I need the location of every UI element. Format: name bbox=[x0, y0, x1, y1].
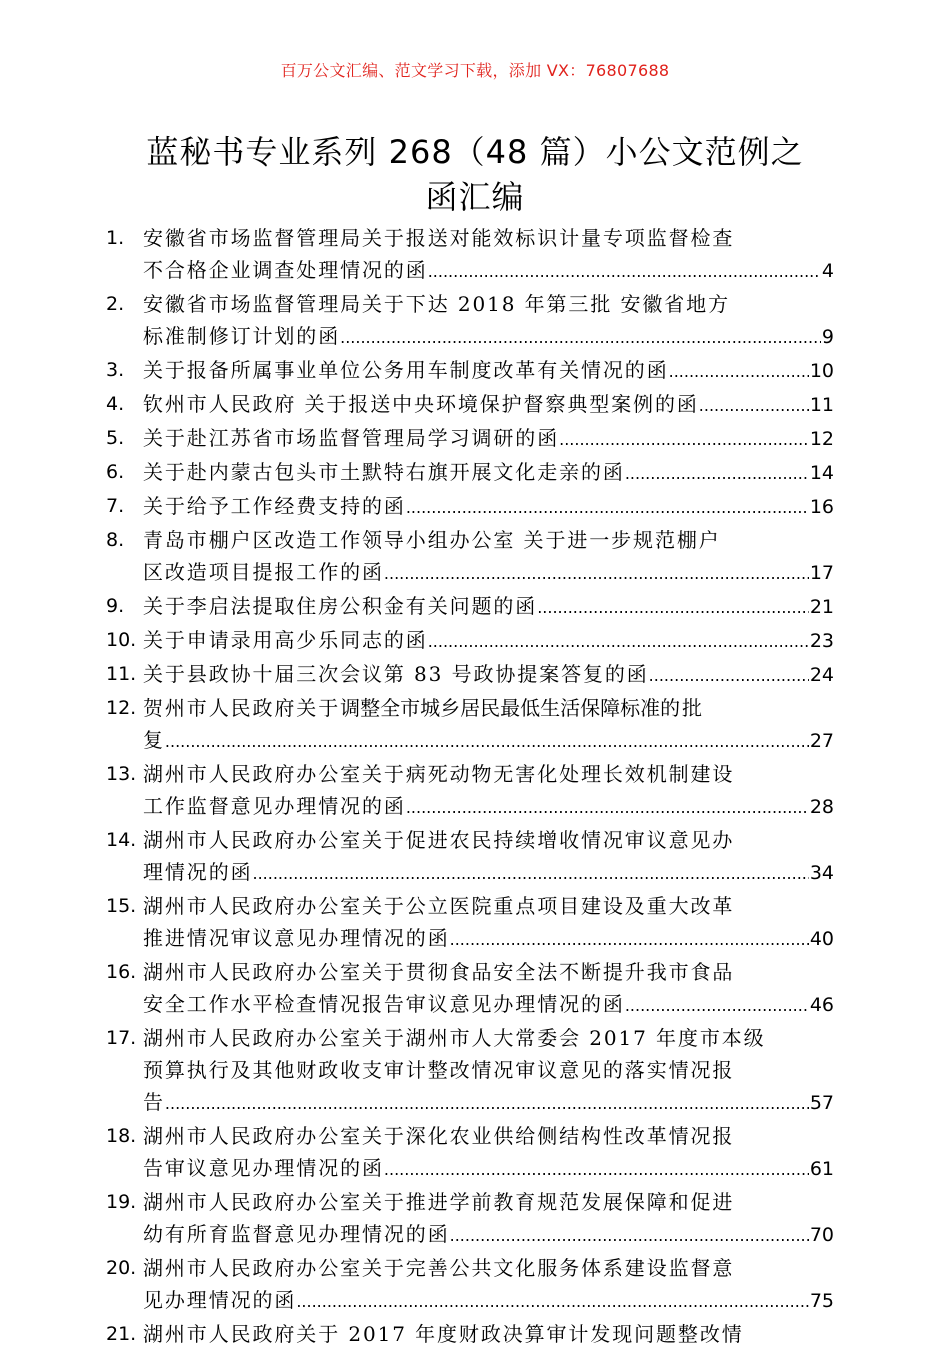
toc-entry-body bbox=[143, 1318, 834, 1350]
toc-entry[interactable] bbox=[106, 1318, 834, 1350]
toc-entry-number: 6. bbox=[106, 461, 125, 483]
toc-dot-leader bbox=[669, 356, 809, 388]
toc-entry-line-suffix: 的批 bbox=[660, 696, 704, 720]
toc-page-number: 10 bbox=[809, 360, 834, 382]
toc-entry-title-end: 幼有所育监督意见办理情况的函 bbox=[143, 1222, 450, 1246]
toc-entry-line: 湖州市人民政府办公室关于完善公共文化服务体系建设监督意 bbox=[143, 1256, 735, 1280]
toc-entry-final-line bbox=[143, 388, 834, 422]
toc-entry-body bbox=[143, 456, 834, 490]
toc-entry-final-line bbox=[143, 1284, 834, 1318]
toc-entry[interactable] bbox=[106, 388, 834, 422]
toc-entry-title-end: 告审议意见办理情况的函 bbox=[143, 1156, 384, 1180]
toc-entry-title-end: 工作监督意见办理情况的函 bbox=[143, 794, 406, 818]
toc-dot-leader bbox=[384, 1154, 809, 1186]
toc-entry[interactable] bbox=[106, 1186, 834, 1252]
toc-page-number: 9 bbox=[821, 326, 834, 348]
toc-entry-number: 15. bbox=[106, 895, 137, 917]
toc-entry-final-line bbox=[143, 1152, 834, 1186]
toc-entry[interactable] bbox=[106, 624, 834, 658]
toc-dot-leader bbox=[253, 858, 809, 890]
toc-entry[interactable] bbox=[106, 456, 834, 490]
toc-entry-final-line bbox=[143, 456, 834, 490]
toc-entry-line: 湖州市人民政府办公室关于促进农民持续增收情况审议意见办 bbox=[143, 828, 735, 852]
toc-entry-title-end: 钦州市人民政府 关于报送中央环境保护督察典型案例的函 bbox=[143, 392, 699, 416]
toc-page-number: 17 bbox=[809, 562, 834, 584]
toc-page-number: 57 bbox=[809, 1092, 834, 1114]
toc-dot-leader bbox=[384, 558, 809, 590]
toc-entry-number: 19. bbox=[106, 1191, 137, 1213]
toc-entry[interactable] bbox=[106, 758, 834, 824]
toc-entry-body bbox=[143, 758, 834, 824]
toc-entry-body bbox=[143, 388, 834, 422]
toc-dot-leader bbox=[406, 492, 809, 524]
toc-entry-title-end: 告 bbox=[143, 1090, 165, 1114]
toc-entry[interactable] bbox=[106, 692, 834, 758]
toc-entry-final-line bbox=[143, 590, 834, 624]
toc-dot-leader bbox=[450, 1220, 809, 1252]
toc-page-number: 75 bbox=[809, 1290, 834, 1312]
toc-entry-line: 湖州市人民政府办公室关于公立医院重点项目建设及重大改革 bbox=[143, 894, 735, 918]
toc-entry-body bbox=[143, 890, 834, 956]
toc-entry-number: 10. bbox=[106, 629, 137, 651]
toc-entry-line-emphasis: 调整全市城乡居民最低生活保障标准 bbox=[340, 696, 661, 720]
toc-entry-final-line bbox=[143, 1218, 834, 1252]
toc-entry-final-line bbox=[143, 988, 834, 1022]
toc-entry-final-line bbox=[143, 790, 834, 824]
toc-dot-leader bbox=[296, 1286, 809, 1318]
toc-entry-title-end: 见办理情况的函 bbox=[143, 1288, 297, 1312]
toc-entry-line: 湖州市人民政府办公室关于病死动物无害化处理长效机制建设 bbox=[143, 762, 735, 786]
toc-entry-line-prefix: 贺州市人民政府关于 bbox=[143, 696, 341, 720]
toc-entry-body bbox=[143, 624, 834, 658]
toc-dot-leader bbox=[450, 924, 809, 956]
toc-entry[interactable] bbox=[106, 658, 834, 692]
toc-entry[interactable] bbox=[106, 1022, 834, 1120]
toc-dot-leader bbox=[559, 424, 809, 456]
toc-entry-title-end: 推进情况审议意见办理情况的函 bbox=[143, 926, 450, 950]
toc-entry-title-end: 复 bbox=[143, 728, 165, 752]
toc-entry-number: 16. bbox=[106, 961, 137, 983]
toc-entry[interactable] bbox=[106, 490, 834, 524]
toc-entry-line: 安徽省市场监督管理局关于报送对能效标识计量专项监督检查 bbox=[143, 226, 735, 250]
toc-entry-title-end: 关于报备所属事业单位公务用车制度改革有关情况的函 bbox=[143, 358, 669, 382]
toc-entry-title-end: 关于李启法提取住房公积金有关问题的函 bbox=[143, 594, 538, 618]
toc-page-number: 40 bbox=[809, 928, 834, 950]
toc-entry-body bbox=[143, 288, 834, 354]
toc-entry-number: 14. bbox=[106, 829, 137, 851]
toc-entry[interactable] bbox=[106, 222, 834, 288]
toc-entry-line: 青岛市棚户区改造工作领导小组办公室 关于进一步规范棚户 bbox=[143, 528, 721, 552]
toc-entry-number: 1. bbox=[106, 227, 125, 249]
toc-entry-title-end: 不合格企业调查处理情况的函 bbox=[143, 258, 428, 282]
toc-entry-number: 8. bbox=[106, 529, 125, 551]
toc-entry-body bbox=[143, 590, 834, 624]
toc-entry-final-line bbox=[143, 724, 834, 758]
toc-entry[interactable] bbox=[106, 1252, 834, 1318]
toc-page-number: 61 bbox=[809, 1158, 834, 1180]
toc-entry-title-end: 关于赴内蒙古包头市土默特右旗开展文化走亲的函 bbox=[143, 460, 625, 484]
toc-entry-final-line bbox=[143, 556, 834, 590]
toc-dot-leader bbox=[165, 726, 809, 758]
toc-entry-body bbox=[143, 956, 834, 1022]
toc-page-number: 70 bbox=[809, 1224, 834, 1246]
toc-entry-line: 安徽省市场监督管理局关于下达 2018 年第三批 安徽省地方 bbox=[143, 292, 730, 316]
toc-page-number: 4 bbox=[821, 260, 834, 282]
toc-dot-leader bbox=[625, 458, 809, 490]
toc-page-number: 23 bbox=[809, 630, 834, 652]
toc-page-number: 27 bbox=[809, 730, 834, 752]
toc-entry-line: 预算执行及其他财政收支审计整改情况审议意见的落实情况报 bbox=[143, 1058, 735, 1082]
toc-entry-number: 17. bbox=[106, 1027, 137, 1049]
toc-dot-leader bbox=[340, 322, 821, 354]
toc-entry-body bbox=[143, 1022, 834, 1120]
toc-entry[interactable] bbox=[106, 422, 834, 456]
toc-entry-body bbox=[143, 1252, 834, 1318]
toc-entry-final-line bbox=[143, 922, 834, 956]
toc-dot-leader bbox=[406, 792, 809, 824]
toc-entry[interactable] bbox=[106, 956, 834, 1022]
toc-page-number: 28 bbox=[809, 796, 834, 818]
toc-entry-body bbox=[143, 1186, 834, 1252]
toc-entry-number: 2. bbox=[106, 293, 125, 315]
toc-page-number: 46 bbox=[809, 994, 834, 1016]
toc-entry-title-end: 关于县政协十届三次会议第 83 号政协提案答复的函 bbox=[143, 662, 649, 686]
toc-entry-line bbox=[143, 692, 834, 724]
toc-entry-title-end: 关于申请录用高少乐同志的函 bbox=[143, 628, 428, 652]
table-of-contents bbox=[106, 222, 834, 1350]
toc-entry-number: 13. bbox=[106, 763, 137, 785]
toc-page-number: 14 bbox=[809, 462, 834, 484]
toc-entry-number: 5. bbox=[106, 427, 125, 449]
toc-entry-final-line bbox=[143, 856, 834, 890]
toc-entry-final-line bbox=[143, 624, 834, 658]
toc-page-number: 21 bbox=[809, 596, 834, 618]
toc-entry-body bbox=[143, 422, 834, 456]
toc-entry-number: 11. bbox=[106, 663, 137, 685]
toc-entry-final-line bbox=[143, 320, 834, 354]
toc-entry-title-end: 标准制修订计划的函 bbox=[143, 324, 341, 348]
toc-entry-body bbox=[143, 354, 834, 388]
toc-entry-body bbox=[143, 824, 834, 890]
toc-entry-number: 18. bbox=[106, 1125, 137, 1147]
toc-entry[interactable] bbox=[106, 824, 834, 890]
document-title-line-2: 函汇编 bbox=[425, 178, 525, 216]
toc-entry[interactable] bbox=[106, 524, 834, 590]
toc-entry-body bbox=[143, 1120, 834, 1186]
document-title bbox=[100, 130, 850, 220]
toc-entry-line: 湖州市人民政府办公室关于贯彻食品安全法不断提升我市食品 bbox=[143, 960, 735, 984]
toc-dot-leader bbox=[649, 660, 809, 692]
toc-entry-number: 21. bbox=[106, 1323, 137, 1345]
toc-entry[interactable] bbox=[106, 354, 834, 388]
toc-entry-body bbox=[143, 490, 834, 524]
toc-entry-number: 12. bbox=[106, 697, 137, 719]
toc-entry-final-line bbox=[143, 354, 834, 388]
toc-page-number: 12 bbox=[809, 428, 834, 450]
toc-dot-leader bbox=[537, 592, 809, 624]
toc-entry-final-line bbox=[143, 658, 834, 692]
toc-entry-body bbox=[143, 524, 834, 590]
toc-entry-number: 20. bbox=[106, 1257, 137, 1279]
toc-page-number: 11 bbox=[809, 394, 834, 416]
toc-entry-line: 湖州市人民政府关于 2017 年度财政决算审计发现问题整改情 bbox=[143, 1322, 744, 1346]
toc-entry-title-end: 安全工作水平检查情况报告审议意见办理情况的函 bbox=[143, 992, 625, 1016]
toc-entry-body bbox=[143, 658, 834, 692]
toc-entry-line: 湖州市人民政府办公室关于湖州市人大常委会 2017 年度市本级 bbox=[143, 1026, 766, 1050]
toc-entry-title-end: 关于赴江苏省市场监督管理局学习调研的函 bbox=[143, 426, 560, 450]
toc-entry[interactable] bbox=[106, 1120, 834, 1186]
toc-entry-line: 湖州市人民政府办公室关于深化农业供给侧结构性改革情况报 bbox=[143, 1124, 735, 1148]
toc-dot-leader bbox=[428, 256, 821, 288]
toc-entry-number: 7. bbox=[106, 495, 125, 517]
toc-dot-leader bbox=[165, 1088, 809, 1120]
toc-page-number: 24 bbox=[809, 664, 834, 686]
toc-dot-leader bbox=[699, 390, 809, 422]
toc-entry-final-line bbox=[143, 1086, 834, 1120]
toc-page-number: 34 bbox=[809, 862, 834, 884]
header-watermark-note: 百万公文汇编、范文学习下载，添加 VX：76807688 bbox=[280, 61, 670, 80]
toc-entry-line: 湖州市人民政府办公室关于推进学前教育规范发展保障和促进 bbox=[143, 1190, 735, 1214]
toc-entry-number: 3. bbox=[106, 359, 125, 381]
toc-entry[interactable] bbox=[106, 890, 834, 956]
toc-entry-body bbox=[143, 692, 834, 758]
toc-entry-final-line bbox=[143, 490, 834, 524]
toc-entry-title-end: 关于给予工作经费支持的函 bbox=[143, 494, 406, 518]
toc-entry-number: 9. bbox=[106, 595, 125, 617]
toc-entry[interactable] bbox=[106, 590, 834, 624]
toc-entry-final-line bbox=[143, 422, 834, 456]
toc-page-number: 16 bbox=[809, 496, 834, 518]
toc-dot-leader bbox=[625, 990, 809, 1022]
toc-entry-number: 4. bbox=[106, 393, 125, 415]
document-title-line-1: 蓝秘书专业系列 268（48 篇）小公文范例之 bbox=[146, 133, 804, 171]
toc-entry[interactable] bbox=[106, 288, 834, 354]
toc-dot-leader bbox=[428, 626, 809, 658]
toc-entry-title-end: 区改造项目提报工作的函 bbox=[143, 560, 384, 584]
toc-entry-title-end: 理情况的函 bbox=[143, 860, 253, 884]
toc-entry-final-line bbox=[143, 254, 834, 288]
toc-entry-body bbox=[143, 222, 834, 288]
